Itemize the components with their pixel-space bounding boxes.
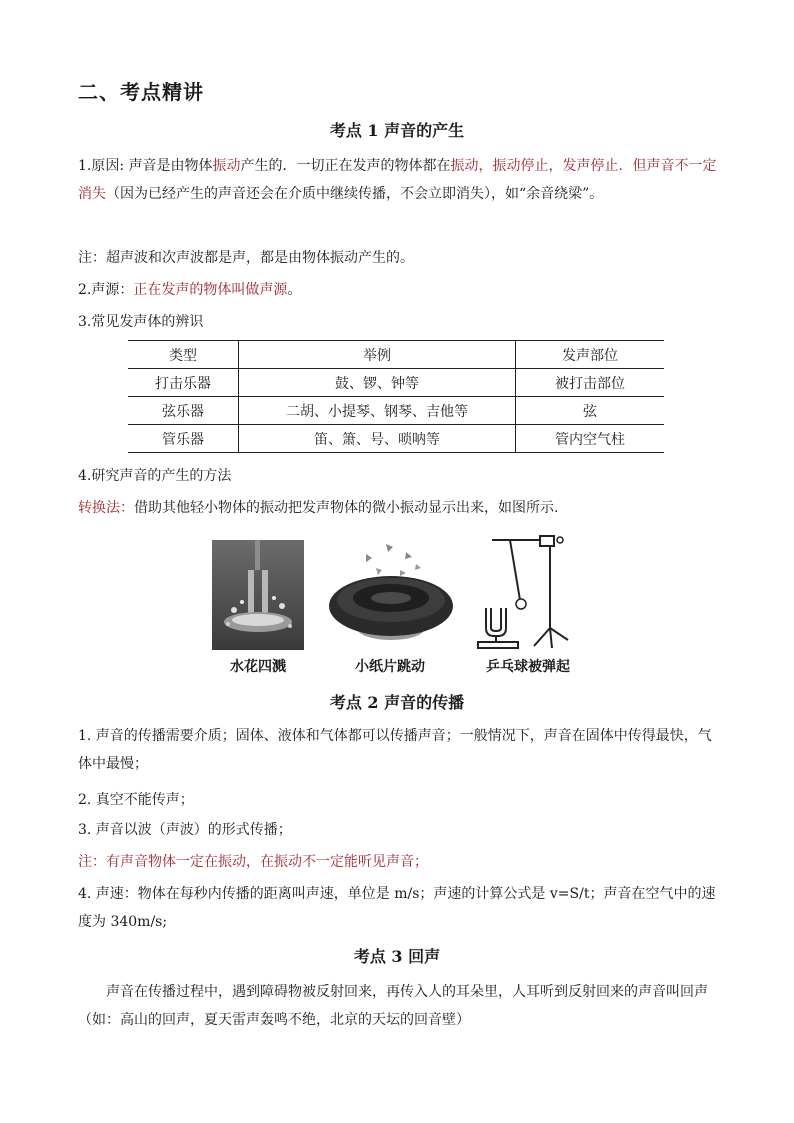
table-row	[128, 369, 664, 397]
k1-method-title: 4.研究声音的产生的方法	[78, 468, 232, 484]
table-cell: 二胡、小提琴、钢琴、吉他等	[239, 397, 516, 425]
table-header: 类型	[128, 341, 239, 369]
k1-note: 注：超声波和次声波都是声，都是由物体振动产生的。	[78, 250, 414, 266]
k1-table-title: 3.常见发声体的辨识	[78, 314, 204, 330]
water-splash-figure	[212, 540, 304, 650]
k1-title: 考点 1 声音的产生	[329, 121, 465, 140]
k1-cause-text: （因为已经产生的声音还会在介质中继续传播，不会立即消失），如“余音绕梁”。	[106, 186, 604, 202]
k2-note: 注：有声音物体一定在振动，在振动不一定能听见声音；	[78, 854, 428, 870]
k3-title: 考点 3 回声	[353, 947, 441, 966]
table-header-row	[128, 341, 664, 369]
k3-paragraph: 声音在传播过程中，遇到障碍物被反射回来，再传入人的耳朵里，人耳听到反射回来的声音叫回声（如：高山的回声，夏天雷声轰鸣不绝，北京的天坛的回音壁）	[78, 984, 708, 1028]
k1-cause-red: ．	[618, 158, 633, 174]
sound-source-table	[128, 340, 664, 453]
section-heading: 二、考点精讲	[78, 80, 204, 104]
k1-cause-red: 振动	[450, 158, 479, 174]
k1-cause-red: 振动停止，发声停止	[492, 158, 619, 174]
table-cell: 弦乐器	[128, 397, 239, 425]
k2-title: 考点 2 声音的传播	[329, 693, 465, 712]
table-cell: 管内空气柱	[516, 425, 665, 453]
k1-cause-paragraph	[78, 152, 718, 208]
k1-source-text: 正在发声的物体叫做声源	[133, 282, 288, 298]
k1-cause-text: 1.原因: 声音是由物体	[78, 158, 213, 174]
k2-paragraph: 3. 声音以波（声波）的形式传播；	[78, 822, 292, 838]
table-cell: 弦	[516, 397, 665, 425]
table-header: 举例	[239, 341, 516, 369]
table-cell: 笛、箫、号、唢呐等	[239, 425, 516, 453]
table-cell: 被打击部位	[516, 369, 665, 397]
k2-paragraph: 2. 真空不能传声；	[78, 792, 194, 808]
k2-paragraph: 4. 声速：物体在每秒内传播的距离叫声速，单位是 m/s；声速的计算公式是 v=S/t；声音在空气中的速度为 340m/s;	[78, 886, 716, 930]
k1-method-label: 转换法：	[78, 500, 134, 516]
figure-caption: 小纸片跳动	[355, 659, 425, 675]
k1-cause-red: 但声音不一定消失	[78, 158, 717, 202]
table-row	[128, 397, 664, 425]
k1-cause-text: 产生的．一切正在发声的物体都在	[240, 158, 451, 174]
table-header: 发声部位	[516, 341, 665, 369]
drum-paper-figure	[326, 540, 456, 650]
k1-cause-red: ，	[478, 158, 493, 174]
table-cell: 打击乐器	[128, 369, 239, 397]
tuning-fork-figure	[472, 528, 584, 652]
k1-source	[78, 276, 718, 304]
k1-source-end: 。	[287, 282, 302, 298]
table-cell: 鼓、锣、钟等	[239, 369, 516, 397]
k1-cause-red: 振动	[212, 158, 241, 174]
figure-caption: 乒乓球被弹起	[486, 659, 570, 675]
table-cell: 管乐器	[128, 425, 239, 453]
k1-source-label: 2.声源：	[78, 282, 134, 298]
k1-method-text: 借助其他轻小物体的振动把发声物体的微小振动显示出来，如图所示.	[134, 500, 559, 516]
k2-paragraph: 1. 声音的传播需要介质；固体、液体和气体都可以传播声音；一般情况下，声音在固体中传得最快，气体中最慢；	[78, 728, 712, 772]
table-row	[128, 425, 664, 453]
figure-caption: 水花四溅	[230, 659, 286, 675]
k1-method	[78, 494, 718, 522]
